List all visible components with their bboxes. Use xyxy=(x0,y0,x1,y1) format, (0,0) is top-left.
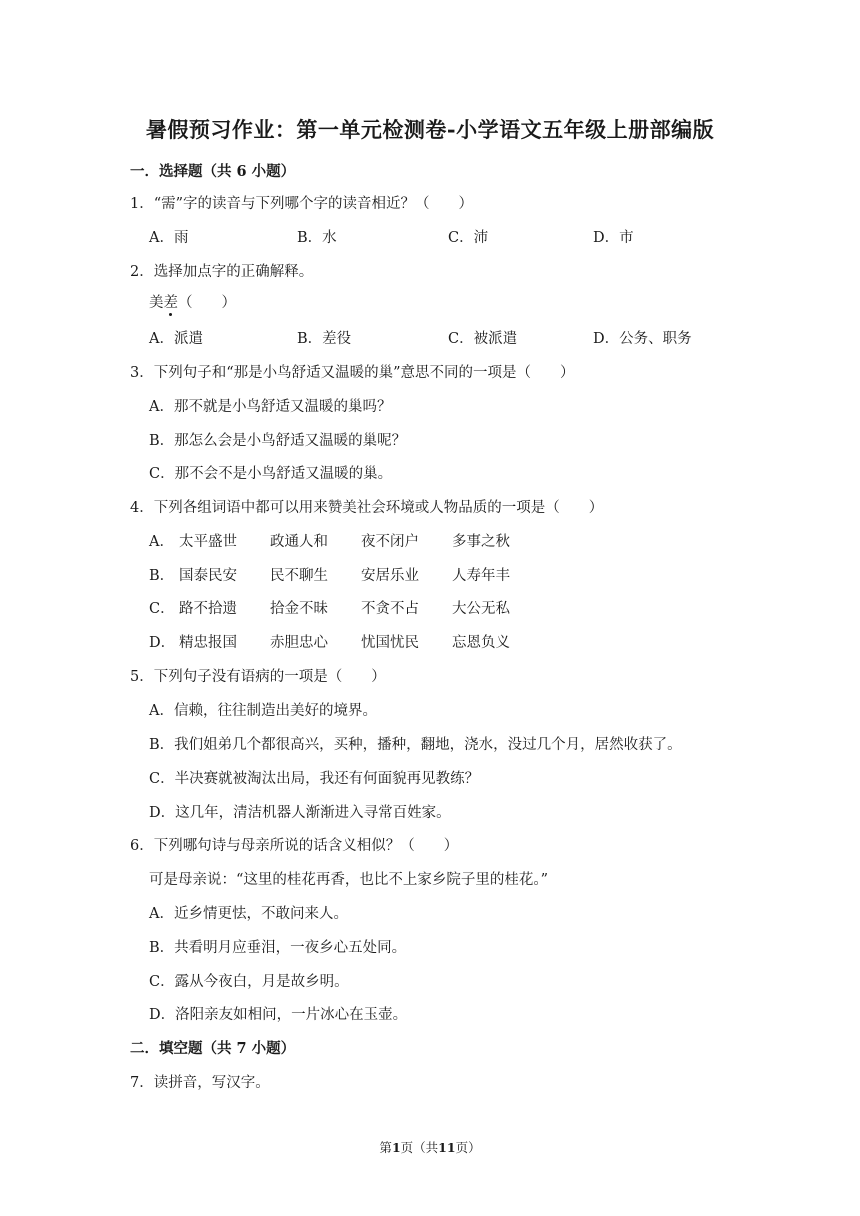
section-heading-choice: 一．选择题（共 6 小题） xyxy=(130,163,296,180)
question-2-option-a: A．派遣 xyxy=(149,331,203,347)
question-1-option-c: C．沛 xyxy=(448,230,489,246)
question-6-quote: 可是母亲说：“这里的桂花再香，也比不上家乡院子里的桂花。” xyxy=(149,872,549,888)
question-5-option-c: C．半决赛就被淘汰出局，我还有何面貌再见教练？ xyxy=(149,771,480,787)
question-3-stem: 3．下列句子和“那是小鸟舒适又温暖的巢”意思不同的一项是（ ） xyxy=(130,365,575,381)
option-word: 忧国忧民 xyxy=(361,635,419,651)
question-7-stem: 7．读拼音，写汉字。 xyxy=(130,1075,270,1091)
footer-page-number: 1 xyxy=(391,1140,401,1155)
option-label: A． xyxy=(149,534,174,550)
page-footer xyxy=(0,1138,860,1156)
question-4-option-a xyxy=(149,530,510,551)
option-word: 路不拾遗 xyxy=(179,601,237,617)
question-5-stem: 5．下列句子没有语病的一项是（ ） xyxy=(130,669,386,685)
question-2-option-b: B．差役 xyxy=(297,331,352,347)
option-word: 人寿年丰 xyxy=(452,568,510,584)
question-4-option-b xyxy=(149,564,510,585)
option-word: 夜不闭户 xyxy=(361,534,419,550)
question-1-stem: 1．“需”字的读音与下列哪个字的读音相近？（ ） xyxy=(130,196,474,212)
option-label: B． xyxy=(149,568,175,584)
question-6-option-c: C．露从今夜白，月是故乡明。 xyxy=(149,974,349,990)
footer-pre: 第 xyxy=(379,1140,392,1155)
option-word: 太平盛世 xyxy=(179,534,237,550)
question-5-option-b: B．我们姐弟几个都很高兴，买种，播种，翻地，浇水，没过几个月，居然收获了。 xyxy=(149,737,682,753)
question-2-option-c: C．被派遣 xyxy=(448,331,518,347)
question-5-option-a: A．信赖，往往制造出美好的境界。 xyxy=(149,703,377,719)
option-word: 安居乐业 xyxy=(361,568,419,584)
footer-post: 页） xyxy=(455,1140,481,1155)
question-2-option-d: D．公务、职务 xyxy=(593,331,692,347)
option-word: 不贪不占 xyxy=(361,601,419,617)
footer-mid: 页（共 xyxy=(400,1140,439,1155)
question-3-option-b: B．那怎么会是小鸟舒适又温暖的巢呢？ xyxy=(149,433,407,449)
question-6-stem: 6．下列哪句诗与母亲所说的话含义相似？（ ） xyxy=(130,838,459,854)
option-label: C． xyxy=(149,601,175,617)
question-2-item-blank: （ ） xyxy=(178,295,236,311)
question-2-stem: 2．选择加点字的正确解释。 xyxy=(130,264,314,280)
question-2-item xyxy=(149,291,236,312)
question-2-item-prefix: 美 xyxy=(149,295,164,311)
question-4-stem: 4．下列各组词语中都可以用来赞美社会环境或人物品质的一项是（ ） xyxy=(130,500,604,516)
question-1-option-a: A．雨 xyxy=(149,230,189,246)
question-3-option-c: C．那不会不是小鸟舒适又温暖的巢。 xyxy=(149,466,393,482)
question-6-option-a: A．近乡情更怯，不敢问来人。 xyxy=(149,906,348,922)
question-2-dotted-char: 差 xyxy=(164,291,179,312)
option-word: 民不聊生 xyxy=(270,568,328,584)
option-word: 精忠报国 xyxy=(179,635,237,651)
option-word: 拾金不昧 xyxy=(270,601,328,617)
option-word: 国泰民安 xyxy=(179,568,237,584)
question-3-option-a: A．那不就是小鸟舒适又温暖的巢吗？ xyxy=(149,399,392,415)
question-6-option-d: D．洛阳亲友如相问，一片冰心在玉壶。 xyxy=(149,1007,408,1023)
question-4-option-c xyxy=(149,597,510,618)
question-5-option-d: D．这几年，清洁机器人渐渐进入寻常百姓家。 xyxy=(149,805,451,821)
option-word: 忘恩负义 xyxy=(452,635,510,651)
section-heading-fill-blank: 二．填空题（共 7 小题） xyxy=(130,1040,296,1057)
option-word: 政通人和 xyxy=(270,534,328,550)
question-4-option-d xyxy=(149,631,510,652)
question-1-option-b: B．水 xyxy=(297,230,337,246)
option-word: 大公无私 xyxy=(452,601,510,617)
footer-total-pages: 11 xyxy=(438,1140,456,1155)
question-6-option-b: B．共看明月应垂泪，一夜乡心五处同。 xyxy=(149,940,407,956)
option-label: D． xyxy=(149,635,176,651)
option-word: 赤胆忠心 xyxy=(270,635,328,651)
page-title: 暑假预习作业：第一单元检测卷-小学语文五年级上册部编版 xyxy=(145,117,715,142)
question-1-option-d: D．市 xyxy=(593,230,634,246)
option-word: 多事之秋 xyxy=(452,534,510,550)
